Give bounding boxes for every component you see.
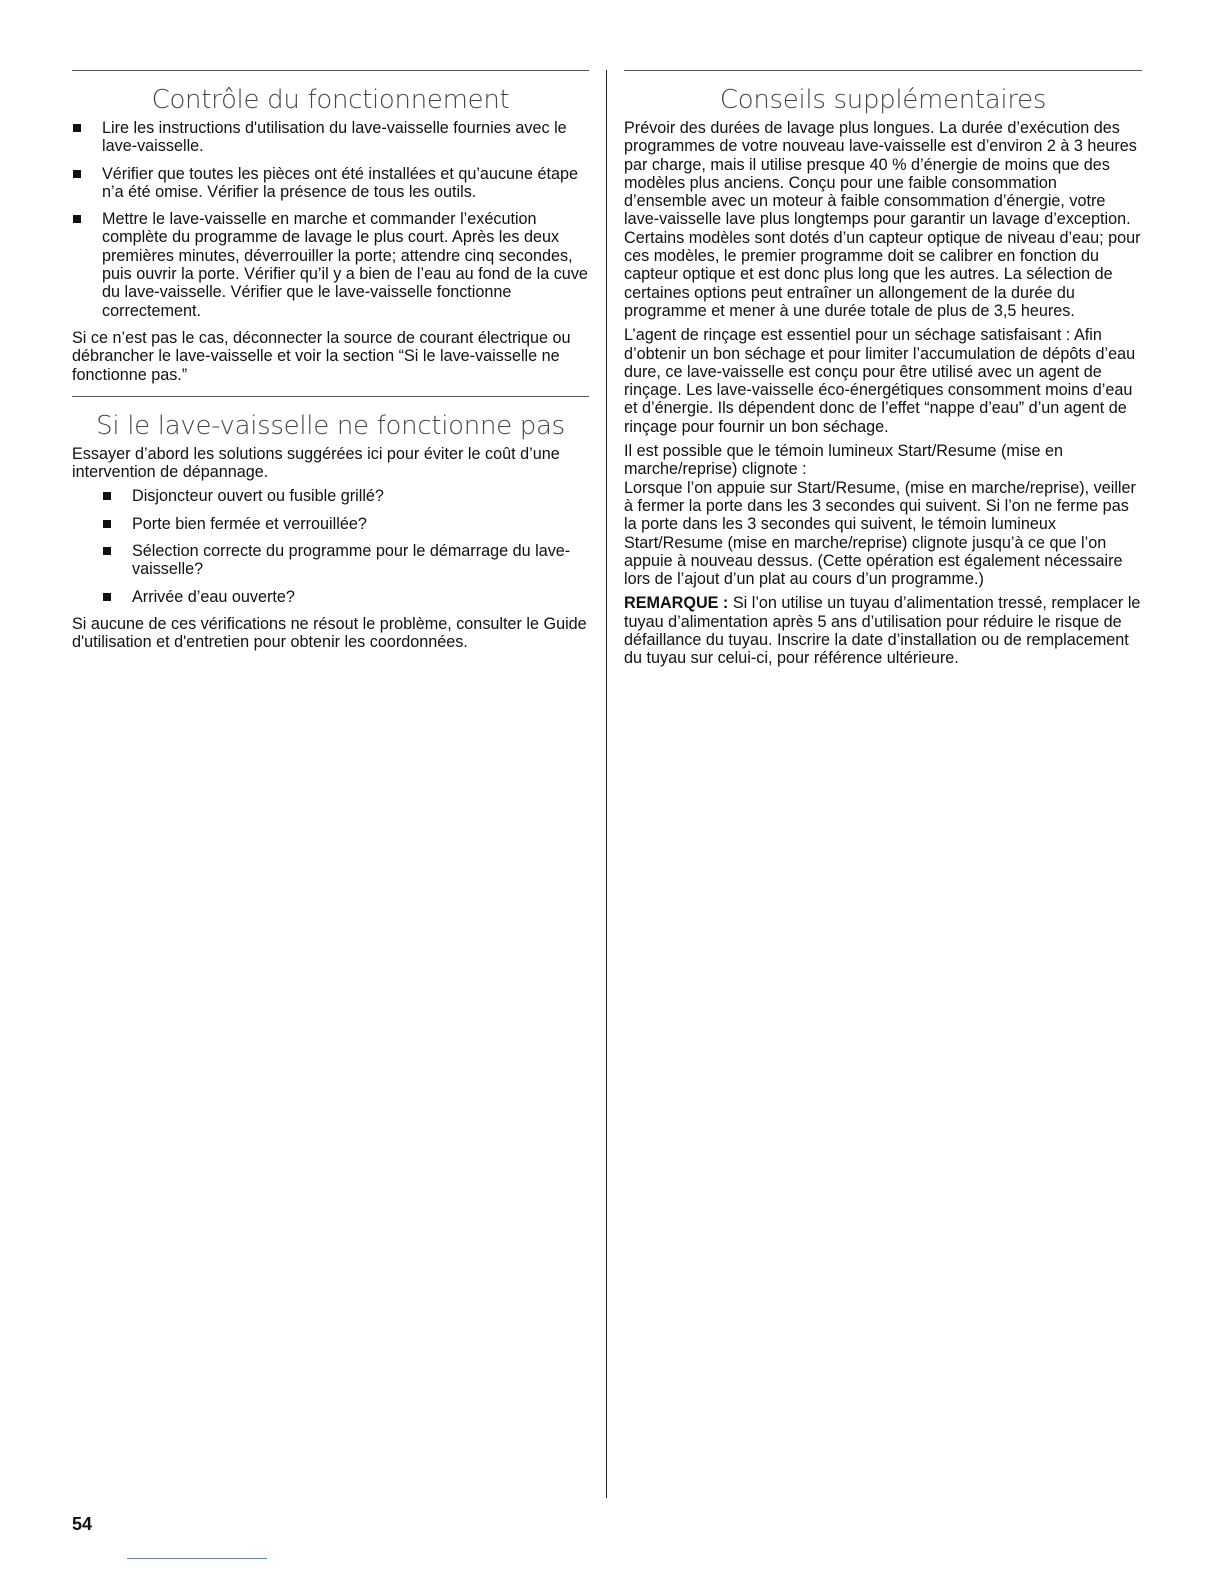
square-bullet-icon (73, 124, 81, 132)
heading-conseils: Conseils supplémentaires (719, 85, 1047, 115)
square-bullet-icon (103, 593, 111, 601)
conseils-paragraph-3a: Il est possible que le témoin lumineux Start/Resume (mise en marche/reprise) clignote : (624, 442, 1064, 479)
list-item: Porte bien fermée et verrouillée? (72, 515, 589, 533)
heading-controle: Contrôle du fonctionnement (151, 85, 510, 115)
square-bullet-icon (103, 492, 111, 500)
right-column (624, 70, 1142, 674)
controle-closing: Si ce n’est pas le cas, déconnecter la source de courant électrique ou débrancher le lave-vaisselle et voir la section “Si le lave-vaisselle ne fonctionne pas.” (72, 328, 571, 384)
controle-list (72, 119, 589, 320)
page-number: 54 (72, 1514, 93, 1534)
conseils-paragraph-2: L’agent de rinçage est essentiel pour un séchage satisfaisant : Afin d’obtenir un bon séchage et pour limiter l’accumulation de dépôts d’eau dure, ce lave-vaisselle est conçu pour être utilisé avec un agent de rinçage. Les lave-vaisselle éco-énergétiques consomment moins d’eau et d’énergie. Ils dépendent donc de l’effet “nappe d’eau” d’un agent de rinçage pour fournir un bon séchage. (624, 326, 1136, 436)
square-bullet-icon (103, 520, 111, 528)
square-bullet-icon (103, 547, 111, 555)
troubleshoot-intro: Essayer d’abord les solutions suggérées ici pour éviter le coût d’une intervention de dépannage. (72, 444, 560, 482)
list-item: Vérifier que toutes les pièces ont été installées et qu’aucune étape n’a été omise. Vérifier la présence de tous les outils. (72, 165, 589, 202)
troubleshoot-list (72, 487, 589, 605)
list-item: Disjoncteur ouvert ou fusible grillé? (72, 487, 589, 505)
top-rule-left (72, 70, 589, 71)
remarque-paragraph (624, 594, 1142, 667)
left-column (72, 70, 589, 658)
square-bullet-icon (73, 215, 81, 223)
section-divider (72, 396, 589, 397)
square-bullet-icon (73, 170, 81, 178)
conseils-paragraph-1: Prévoir des durées de lavage plus longues. La durée d’exécution des programmes de votre nouveau lave-vaisselle est d’environ 2 à 3 heures par charge, mais il utilise presque 40 % d’énergie de moins que des modèles plus anciens. Conçu pour une faible consommation d’ensemble avec un moteur à faible consommation d’énergie, votre lave-vaisselle lave plus longtemps pour garantir un lavage d’exception. Certains modèles sont dotés d’un capteur optique de niveau d’eau; pour ces modèles, le premier programme doit se calibrer en fonction du capteur optique et est donc plus long que les autres. La sélection de certaines options peut entraîner un allongement de la durée du programme et mener à une durée totale de plus de 3,5 heures. (624, 119, 1141, 320)
list-item: Lire les instructions d'utilisation du lave-vaisselle fournies avec le lave-vaisselle. (72, 119, 589, 156)
column-separator (606, 70, 607, 1498)
list-item: Sélection correcte du programme pour le démarrage du lave-vaisselle? (72, 542, 589, 579)
top-rule-right (624, 70, 1142, 71)
list-item: Mettre le lave-vaisselle en marche et commander l’exécution complète du programme de lavage le plus court. Après les deux premières minutes, déverrouiller la porte; attendre cinq secondes, puis ouvrir la porte. Vérifier qu’il y a bien de l’eau au fond de la cuve du lave-vaisselle. Vérifier que le lave-vaisselle fonctionne correctement. (72, 210, 589, 320)
remarque-text: Si l’on utilise un tuyau d’alimentation tressé, remplacer le tuyau d’alimentation après 5 ans d’utilisation pour réduire le risque de défaillance du tuyau. Inscrire la date d’installation ou de remplacement du tuyau sur celui-ci, pour référence ultérieure. (624, 594, 1141, 668)
list-item: Arrivée d’eau ouverte? (72, 588, 589, 606)
footer-line (127, 1558, 267, 1559)
heading-si-ne-fonctionne-pas: Si le lave-vaisselle ne fonctionne pas (96, 410, 565, 441)
troubleshoot-closing: Si aucune de ces vérifications ne résout le problème, consulter le Guide d'utilisation et d'entretien pour obtenir les coordonnées. (72, 614, 587, 652)
conseils-paragraph-3b: Lorsque l’on appuie sur Start/Resume, (mise en marche/reprise), veiller à fermer la porte dans les 3 secondes qui suivent. Si l’on ne ferme pas la porte dans les 3 secondes qui suivent, le témoin lumineux Start/Resume (mise en marche/reprise) clignote jusqu’à ce que l’on appuie à nouveau dessus. (Cette opération est également nécessaire lors de l’ajout d’un plat au cours d’un programme.) (624, 478, 1136, 589)
remarque-label: REMARQUE : (624, 594, 729, 613)
